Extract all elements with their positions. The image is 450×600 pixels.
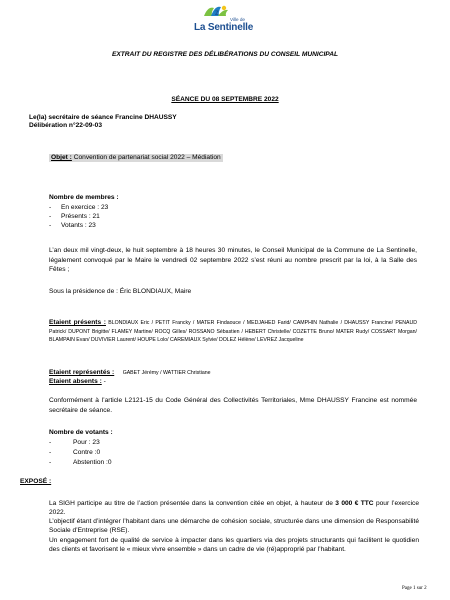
deliberation-number: Délibération n°22-09-03	[29, 122, 102, 129]
expose-paragraph-3: Un engagement fort de qualité de service à impacter dans les quartiers via des projets structurants qui facilitent le quotidien des clients et favorisent le « mieux vivre ensemble » dans un cadre de vie (ré)approprié par l’habitant.	[49, 537, 419, 553]
register-title: EXTRAIT DU REGISTRE DES DÉLIBÉRATIONS DU CONSEIL MUNICIPAL	[111, 51, 339, 58]
membres-list	[49, 204, 169, 231]
membres-item: - Présents : 21	[49, 213, 100, 220]
seance-title: SÉANCE DU 08 SEPTEMBRE 2022	[171, 96, 279, 103]
votants-item: - Contre :0	[49, 449, 101, 456]
membres-item: - En exercice : 23	[49, 204, 109, 211]
secretary-line: Le(la) secrétaire de séance Francine DHAUSSY	[29, 114, 177, 121]
conformement-paragraph: Conformément à l’article L2121-15 du Code Général des Collectivités Territoriales, Mme DHAUSSY Francine est nommée secrétaire de séance.	[49, 397, 417, 414]
absents-label: Etaient absents :	[49, 378, 102, 385]
logo-town-name: La Sentinelle	[194, 22, 254, 33]
presidence-line: Sous la présidence de : Éric BLONDIAUX, Maire	[49, 288, 192, 295]
expose-paragraph-2: L’objectif étant d’intégrer l’habitant dans une démarche de cohésion sociale, structurée dans une dimension de Responsabilité Sociale d’Entreprise (RSE).	[49, 518, 419, 534]
votants-list	[49, 439, 169, 469]
presents-label: Etaient présents :	[49, 319, 106, 326]
representes-label: Etaient représentés :	[49, 369, 115, 376]
page-number: Page 1 sur 2	[402, 586, 427, 591]
objet-label: Objet :	[51, 154, 72, 161]
absents-value: -	[103, 378, 106, 385]
votants-title: Nombre de votants :	[49, 429, 113, 436]
absents-line	[49, 378, 106, 386]
svg-text:Z: Z	[215, 11, 219, 17]
expose-paragraph-1: La SIGH participe au titre de l’action présentée dans la convention citée en objet, à hauteur de 3 000 € TTC pour l’exercice 2022.	[49, 500, 420, 516]
objet-line	[49, 154, 223, 162]
membres-title: Nombre de membres :	[49, 194, 119, 201]
logo-emblem-icon	[202, 4, 232, 18]
town-logo	[192, 4, 258, 36]
votants-item: - Pour : 23	[49, 439, 100, 446]
representes-line	[49, 361, 211, 379]
presents-block	[49, 319, 417, 345]
membres-item: - Votants : 23	[49, 222, 96, 229]
logo-ville-de: Ville de	[230, 17, 245, 22]
votants-item: - Abstention :0	[49, 459, 112, 466]
intro-paragraph: L’an deux mil vingt-deux, le huit septembre à 18 heures 30 minutes, le Conseil Municipal de la Commune de La Sentinelle, légalement convoqué par le Maire le vendredi 02 septembre 2022 s’est réuni au nombre prescrit par la loi, à la Salle des Fêtes ;	[49, 247, 417, 274]
presents-names: BLONDIAUX Eric / PETIT Francky / MATER Findaouce / MEDJAHED Farid/ CAMPHIN Nathalie / DHAUSSY Francine/ PENAUD Patrick/ DUPONT Brigitte/ FLAMEY Martine/ ROCQ Gilles/ ROSSANO Sébastien / HEBERT Christelle/ COZETTE Bruno/ MATER Rudy/ COSSART Morgan/ BLAMPAIN Evan/ DUVIVIER Laurent/ HOUPE Lolo/ CAREMIAUX Sylvie/ DOLEZ Hélène/ LEVREZ Jacqueline	[49, 320, 417, 344]
expose-label: EXPOSÉ :	[20, 478, 52, 485]
objet-text: Convention de partenariat social 2022 – Médiation	[73, 154, 221, 161]
representes-names: GABET Jérémy / WATTIER Christiane	[122, 370, 211, 376]
